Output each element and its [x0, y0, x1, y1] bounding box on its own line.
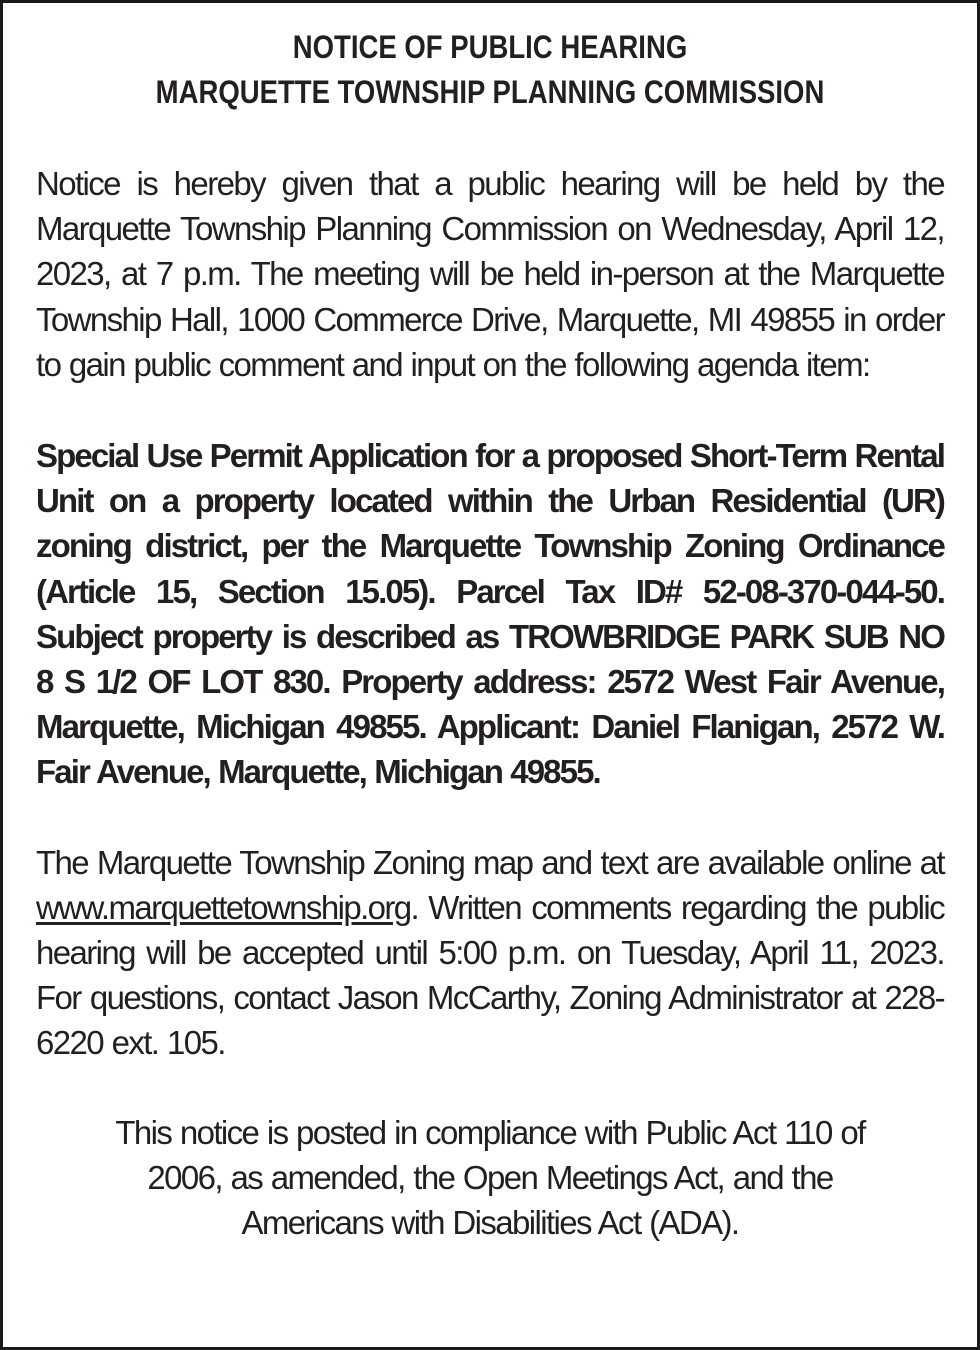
website-link[interactable]: www.marquettetownship.org	[36, 888, 411, 926]
agenda-item-paragraph: Special Use Permit Application for a proposed Short-Term Rental Unit on a property located within the Urban Residential (UR) zoning district, per the Marquette Township Zoning Ordinance (Article 15, Section 15.05). Parcel Tax ID# 52-08-370-044-50. Subject property is described as TROWBRIDGE PARK SUB NO 8 S 1/2 OF LOT 830. Property address: 2572 West Fair Avenue, Marquette, Michigan 49855. Applicant: Daniel Flanigan, 2572 W. Fair Avenue, Marquette, Michigan 49855.	[36, 437, 944, 791]
compliance-paragraph: This notice is posted in compliance with Public Act 110 of 2006, as amended, the Open Meetings Act, and the Americans with Disabilities Act (ADA).	[115, 1113, 865, 1242]
info-text-before-link: The Marquette Township Zoning map and text are available online at	[36, 843, 944, 881]
info-paragraph	[36, 840, 944, 1066]
notice-title-line-2: MARQUETTE TOWNSHIP PLANNING COMMISSION	[155, 74, 825, 110]
intro-paragraph: Notice is hereby given that a public hearing will be held by the Marquette Township Planning Commission on Wednesday, April 12, 2023, at 7 p.m. The meeting will be held in-person at the Marquette Township Hall, 1000 Commerce Drive, Marquette, MI 49855 in order to gain public comment and input on the following agenda item:	[36, 165, 944, 383]
info-text-after-link: . Written comments regarding the public hearing will be accepted until 5:00 p.m. on Tuesday, April 11, 2023. For questions, contact Jason McCarthy, Zoning Administrator at 228-6220 ext. 105.	[36, 888, 944, 1062]
notice-title	[100, 25, 881, 115]
notice-title-line-1: NOTICE OF PUBLIC HEARING	[292, 29, 688, 65]
